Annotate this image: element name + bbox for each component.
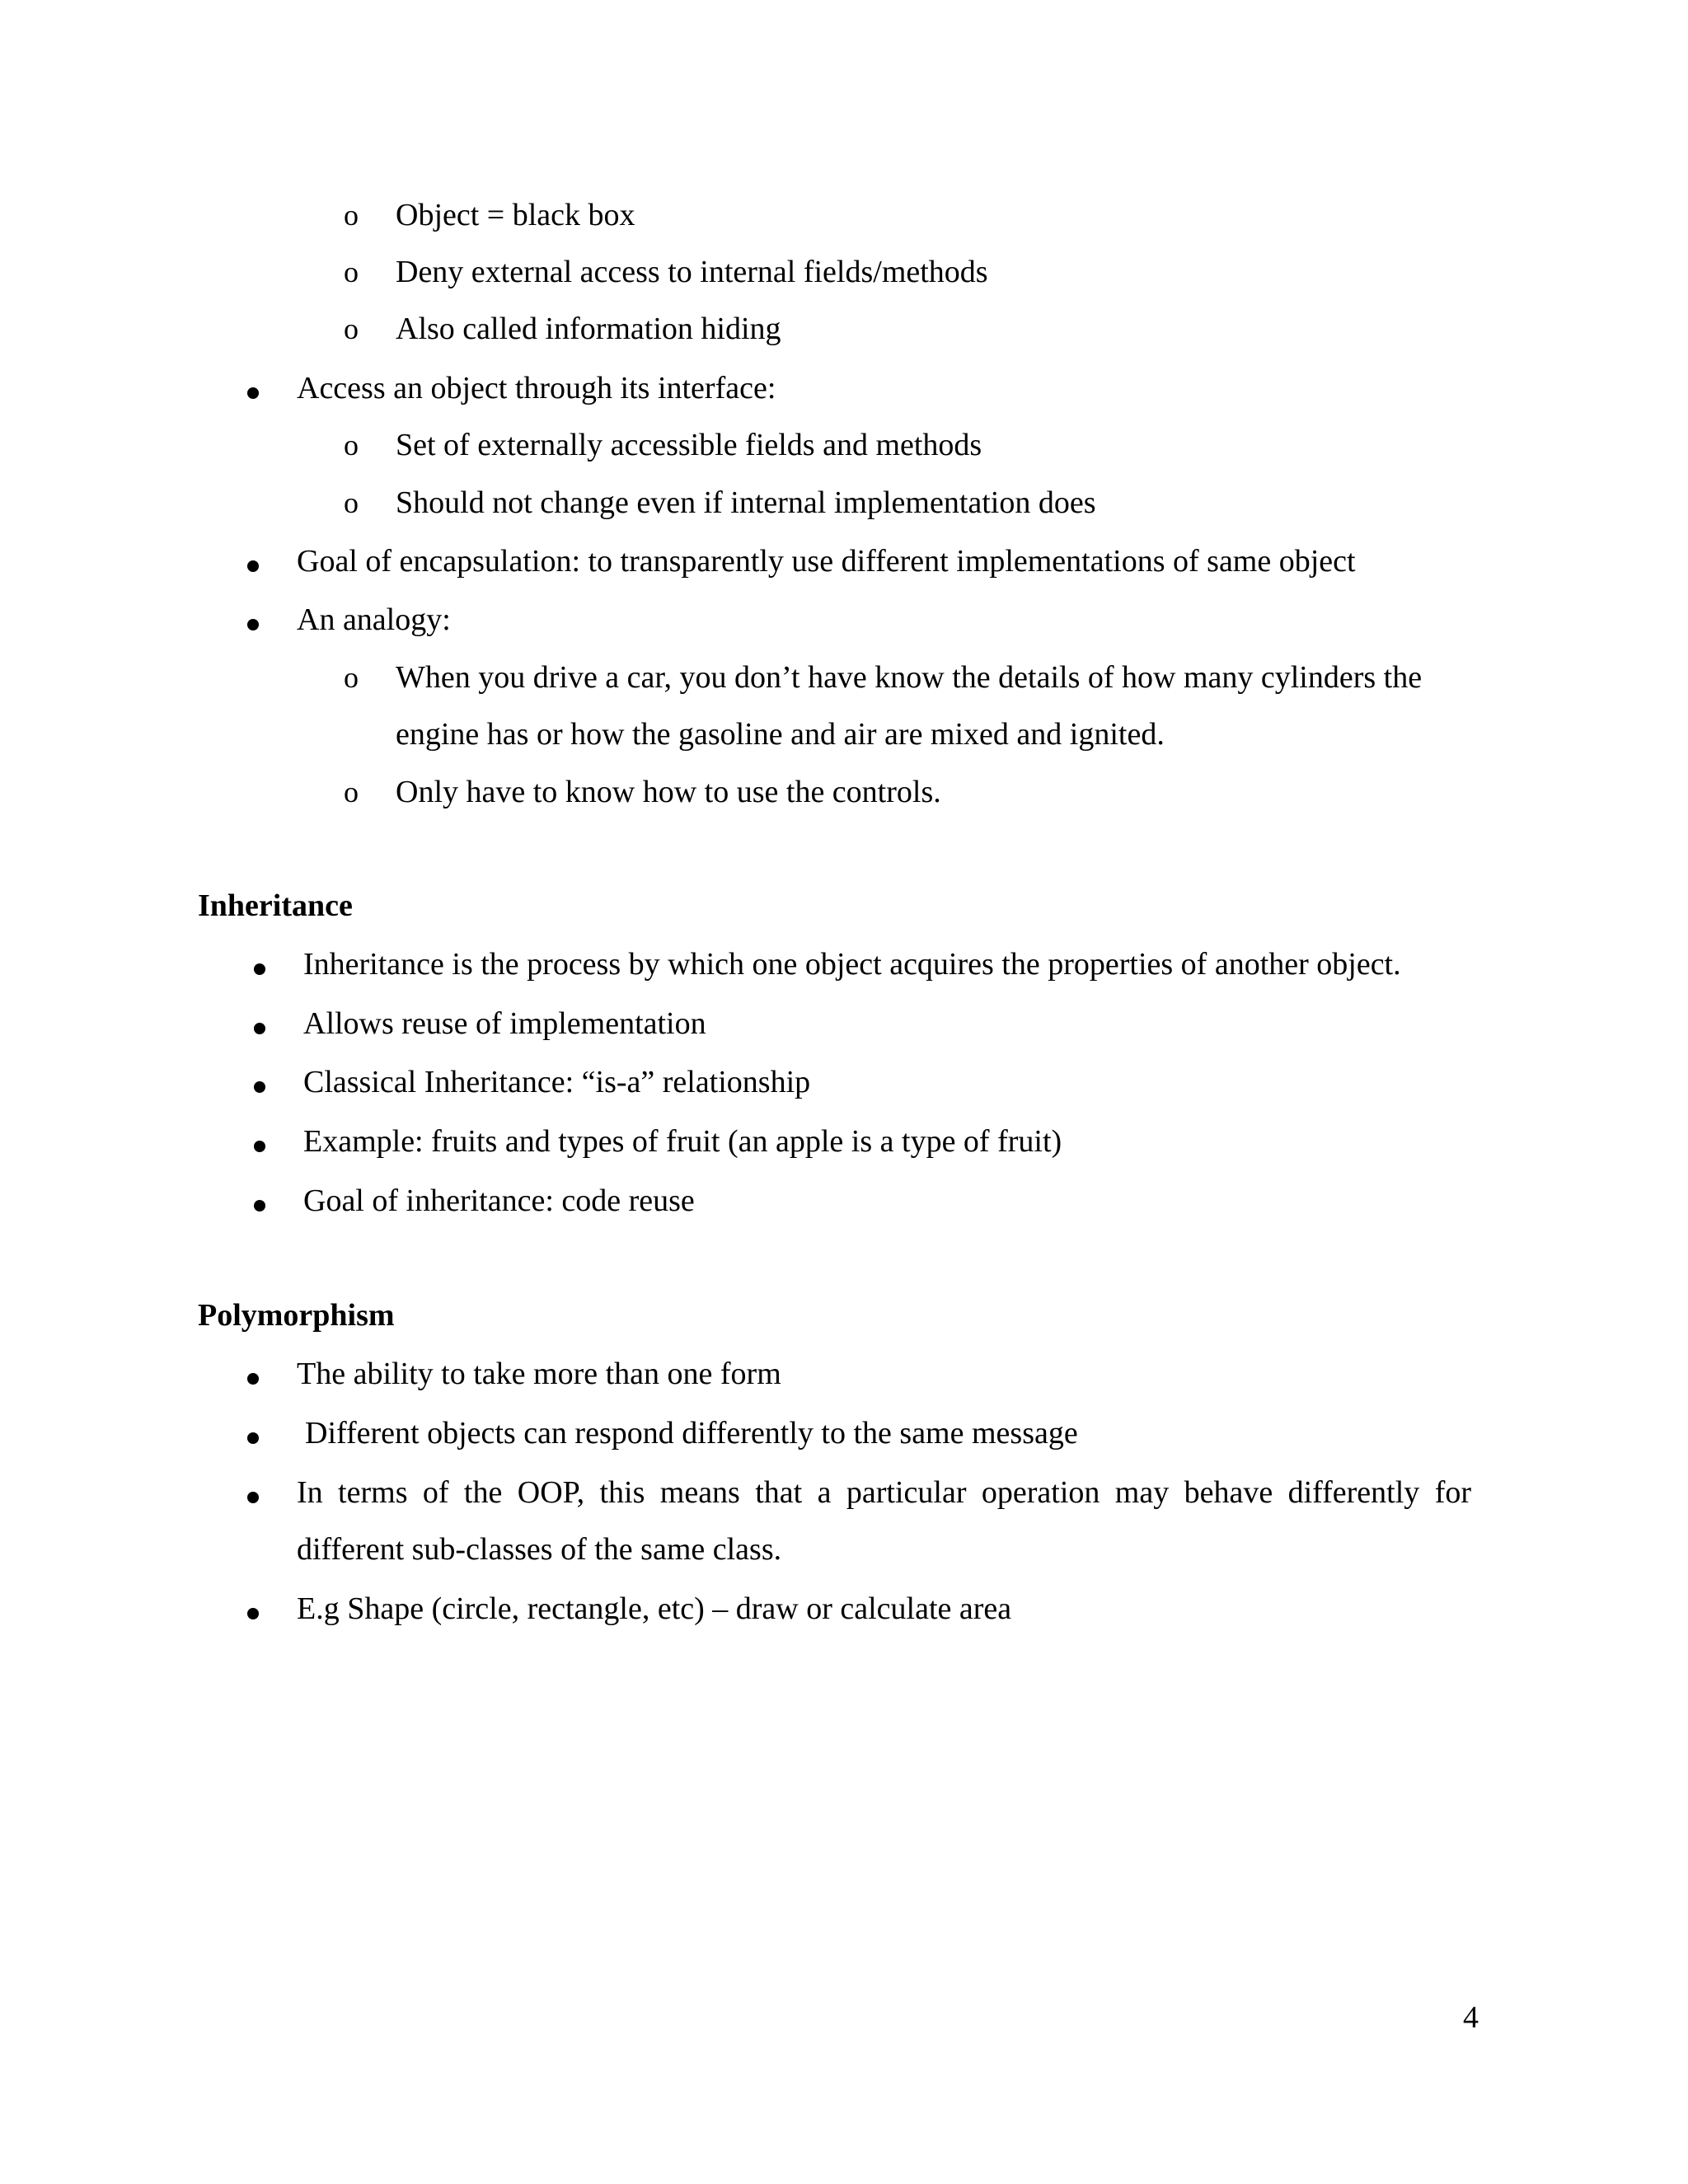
sub-bullet-marker: o xyxy=(344,255,359,288)
bullet-marker xyxy=(247,1492,259,1503)
sub-bullet-text: Deny external access to internal fields/methods xyxy=(396,255,988,289)
bullet-text: Goal of inheritance: code reuse xyxy=(303,1183,695,1218)
bullet-marker xyxy=(247,1432,259,1444)
bullet-text: An analogy: xyxy=(297,602,451,637)
bullet-text: E.g Shape (circle, rectangle, etc) – draw or calculate area xyxy=(297,1591,1012,1626)
sub-bullet-text: Object = black box xyxy=(396,198,635,232)
bullet-marker xyxy=(254,1141,265,1152)
section-heading-inheritance: Inheritance xyxy=(198,888,353,923)
sub-bullet-text-continued: engine has or how the gasoline and air are mixed and ignited. xyxy=(396,717,1165,752)
bullet-marker xyxy=(247,1608,259,1619)
bullet-text: The ability to take more than one form xyxy=(297,1357,781,1391)
sub-bullet-marker: o xyxy=(344,199,359,232)
sub-bullet-marker: o xyxy=(344,312,359,345)
bullet-marker xyxy=(247,1373,259,1385)
bullet-text: Allows reuse of implementation xyxy=(303,1006,706,1041)
bullet-marker xyxy=(254,1200,265,1212)
sub-bullet-text: When you drive a car, you don’t have know the details of how many cylinders the xyxy=(396,660,1423,695)
sub-bullet-text: Only have to know how to use the controls. xyxy=(396,775,941,809)
sub-bullet-marker: o xyxy=(344,486,359,519)
bullet-text: Example: fruits and types of fruit (an apple is a type of fruit) xyxy=(303,1124,1062,1159)
bullet-text: In terms of the OOP, this means that a particular operation may behave differently for xyxy=(297,1475,1471,1510)
sub-bullet-marker: o xyxy=(344,661,359,694)
sub-bullet-text: Set of externally accessible fields and methods xyxy=(396,428,982,462)
sub-bullet-marker: o xyxy=(344,429,359,462)
bullet-marker xyxy=(247,560,259,572)
section-heading-polymorphism: Polymorphism xyxy=(198,1298,395,1333)
bullet-text: Goal of encapsulation: to transparently use different implementations of same object xyxy=(297,544,1356,579)
bullet-marker xyxy=(254,1081,265,1093)
bullet-text: Access an object through its interface: xyxy=(297,371,776,405)
bullet-text: Inheritance is the process by which one object acquires the properties of another object. xyxy=(303,947,1401,982)
sub-bullet-text: Should not change even if internal implementation does xyxy=(396,485,1096,520)
bullet-text: Different objects can respond differently to the same message xyxy=(305,1416,1078,1451)
sub-bullet-marker: o xyxy=(344,776,359,808)
page-number: 4 xyxy=(1463,2000,1479,2035)
bullet-text: Classical Inheritance: “is-a” relationship xyxy=(303,1065,811,1099)
bullet-marker xyxy=(254,963,265,975)
bullet-text-continued: different sub-classes of the same class. xyxy=(297,1532,782,1567)
bullet-marker xyxy=(254,1023,265,1034)
sub-bullet-text: Also called information hiding xyxy=(396,312,781,346)
bullet-marker xyxy=(247,387,259,399)
bullet-marker xyxy=(247,619,259,630)
